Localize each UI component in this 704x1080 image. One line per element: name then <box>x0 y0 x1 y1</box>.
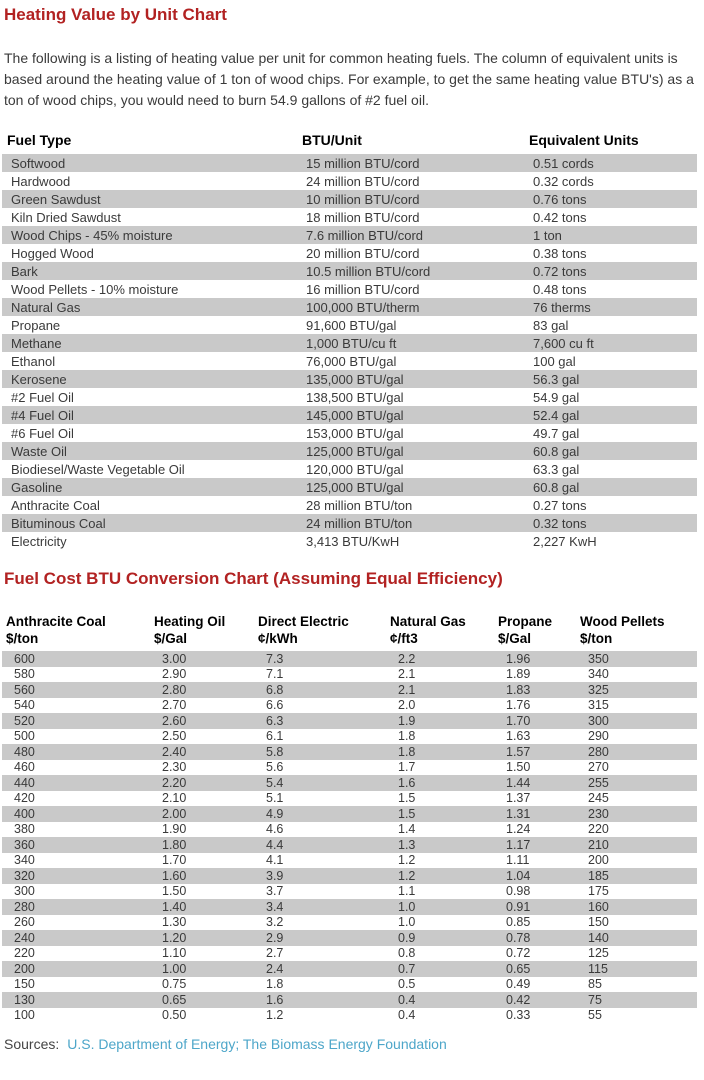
table-cell: 75 <box>588 992 602 1007</box>
table-cell: Anthracite Coal <box>11 497 100 513</box>
table-row <box>2 775 697 791</box>
table-cell: Methane <box>11 335 62 351</box>
table-cell: 0.32 cords <box>533 173 594 189</box>
table-cell: 1.17 <box>506 837 531 852</box>
table-cell: 1.50 <box>162 884 187 899</box>
table-cell: 1.24 <box>506 822 531 837</box>
table-cell: 3.7 <box>266 884 284 899</box>
table-cell: 2.4 <box>266 961 284 976</box>
table-cell: Bark <box>11 263 38 279</box>
table-cell: 2.9 <box>266 930 284 945</box>
table-cell: 1.50 <box>506 760 531 775</box>
table-cell: 460 <box>14 760 35 775</box>
table-cell: 83 gal <box>533 317 569 333</box>
table-cell: 270 <box>588 760 609 775</box>
table-cell: 1.9 <box>398 713 416 728</box>
table-cell: 7.1 <box>266 667 284 682</box>
table-cell: 7.6 million BTU/cord <box>306 227 424 243</box>
table-cell: 115 <box>588 961 608 976</box>
table-cell: 49.7 gal <box>533 425 580 441</box>
table-cell: 255 <box>588 775 609 790</box>
table-cell: 0.76 tons <box>533 191 587 207</box>
column-header-label: Heating Oil <box>154 614 226 629</box>
table-row <box>2 442 697 460</box>
page <box>0 5 704 1052</box>
table-cell: 5.8 <box>266 744 284 759</box>
table-cell: 300 <box>588 713 609 728</box>
table-row <box>2 334 697 352</box>
intro-paragraph: The following is a listing of heating value per unit for common heating fuels. The column of equivalent units is based around the heating value of 1 ton of wood chips. For example, to get the same heating value BTU's) as a ton of wood chips, you would need to burn 54.9 gallons of #2 fuel oil. <box>4 50 694 108</box>
table-cell: 2.90 <box>162 667 187 682</box>
table-cell: 0.27 tons <box>533 497 587 513</box>
table-cell: 290 <box>588 729 609 744</box>
table-cell: 125,000 BTU/gal <box>306 443 404 459</box>
table-cell: 420 <box>14 791 35 806</box>
column-header-natural-gas <box>386 613 494 651</box>
sources-label: Sources: <box>4 1036 60 1052</box>
table-cell: 315 <box>588 698 609 713</box>
table-row <box>2 791 697 807</box>
table-row <box>2 370 697 388</box>
table-cell: 138,500 BTU/gal <box>306 389 404 405</box>
source-link-biomass-energy-foundation[interactable]: The Biomass Energy Foundation <box>242 1036 447 1052</box>
table-row <box>2 262 697 280</box>
table-cell: 10 million BTU/cord <box>306 191 420 207</box>
table-cell: Biodiesel/Waste Vegetable Oil <box>11 461 185 477</box>
table-cell: 0.48 tons <box>533 281 587 297</box>
table-cell: 320 <box>14 868 35 883</box>
table-row <box>2 496 697 514</box>
column-header-btu-unit: BTU/Unit <box>302 132 362 148</box>
table-cell: 1.57 <box>506 744 531 759</box>
table-cell: 6.1 <box>266 729 284 744</box>
table-cell: 135,000 BTU/gal <box>306 371 404 387</box>
table-cell: 3.4 <box>266 899 284 914</box>
table-row <box>2 316 697 334</box>
table-cell: 0.5 <box>398 977 416 992</box>
table-cell: 5.1 <box>266 791 284 806</box>
table-cell: 0.50 <box>162 1008 187 1023</box>
table-cell: 150 <box>588 915 609 930</box>
heating-table-header-row <box>2 132 697 154</box>
table-cell: 18 million BTU/cord <box>306 209 420 225</box>
table-cell: 2.30 <box>162 760 187 775</box>
table-row <box>2 806 697 822</box>
table-cell: #2 Fuel Oil <box>11 389 74 405</box>
table-cell: 350 <box>588 651 609 666</box>
heating-value-table <box>2 132 697 550</box>
table-cell: 76,000 BTU/gal <box>306 353 397 369</box>
table-cell: 1.2 <box>398 868 416 883</box>
table-cell: Wood Pellets - 10% moisture <box>11 281 179 297</box>
table-cell: 1.31 <box>506 806 531 821</box>
table-cell: 1.70 <box>162 853 187 868</box>
table-cell: 56.3 gal <box>533 371 580 387</box>
table-cell: 0.4 <box>398 992 416 1007</box>
table-cell: 1.63 <box>506 729 531 744</box>
table-cell: 153,000 BTU/gal <box>306 425 404 441</box>
table-cell: 1.37 <box>506 791 531 806</box>
fuel-cost-table <box>2 613 697 1023</box>
column-header-unit: $/Gal <box>498 631 532 646</box>
table-cell: 360 <box>14 837 35 852</box>
table-cell: 0.9 <box>398 930 416 945</box>
column-header-label: Anthracite Coal <box>6 614 106 629</box>
table-cell: 380 <box>14 822 35 837</box>
section-title-fuel-cost: Fuel Cost BTU Conversion Chart (Assuming Equal Efficiency) <box>4 569 503 588</box>
table-cell: 1.0 <box>398 915 416 930</box>
column-header-label: Propane <box>498 614 553 629</box>
table-row <box>2 884 697 900</box>
table-cell: 60.8 gal <box>533 479 580 495</box>
table-cell: 2.10 <box>162 791 187 806</box>
table-cell: 1,000 BTU/cu ft <box>306 335 397 351</box>
sources-separator: ; <box>235 1036 240 1052</box>
table-row <box>2 853 697 869</box>
table-cell: 0.65 <box>506 961 531 976</box>
table-cell: Electricity <box>11 533 67 549</box>
table-cell: 4.1 <box>266 853 284 868</box>
table-cell: Bituminous Coal <box>11 515 106 531</box>
table-cell: Wood Chips - 45% moisture <box>11 227 173 243</box>
table-cell: 1.04 <box>506 868 531 883</box>
table-cell: 7.3 <box>266 651 284 666</box>
table-cell: #4 Fuel Oil <box>11 407 74 423</box>
table-cell: 3.00 <box>162 651 187 666</box>
table-cell: Hogged Wood <box>11 245 94 261</box>
table-cell: 1.3 <box>398 837 416 852</box>
table-cell: 280 <box>14 899 35 914</box>
table-cell: Propane <box>11 317 61 333</box>
table-cell: 540 <box>14 698 35 713</box>
table-cell: 400 <box>14 806 35 821</box>
table-row <box>2 514 697 532</box>
table-cell: 1.5 <box>398 806 416 821</box>
table-cell: 0.7 <box>398 961 416 976</box>
table-cell: 85 <box>588 977 602 992</box>
table-row <box>2 298 697 316</box>
table-cell: 125,000 BTU/gal <box>306 479 404 495</box>
table-cell: 0.4 <box>398 1008 416 1023</box>
table-cell: 0.33 <box>506 1008 531 1023</box>
table-cell: 2.7 <box>266 946 284 961</box>
table-cell: 1.1 <box>398 884 416 899</box>
table-cell: 560 <box>14 682 35 697</box>
table-cell: 1.76 <box>506 698 531 713</box>
table-cell: 220 <box>14 946 35 961</box>
table-row <box>2 837 697 853</box>
table-cell: 440 <box>14 775 35 790</box>
table-cell: 2.1 <box>398 667 416 682</box>
table-cell: 2.1 <box>398 682 416 697</box>
table-row <box>2 532 697 550</box>
table-row <box>2 154 697 172</box>
cost-table-header-row <box>2 613 697 651</box>
column-header-label: Wood Pellets <box>580 614 665 629</box>
table-cell: 55 <box>588 1008 602 1023</box>
table-cell: 1.10 <box>162 946 187 961</box>
table-cell: 7,600 cu ft <box>533 335 594 351</box>
table-row <box>2 667 697 683</box>
table-cell: 54.9 gal <box>533 389 580 405</box>
source-link-us-department-of-energy[interactable]: U.S. Department of Energy <box>67 1036 236 1052</box>
table-row <box>2 946 697 962</box>
table-cell: 185 <box>588 868 609 883</box>
table-cell: 6.8 <box>266 682 284 697</box>
table-cell: 63.3 gal <box>533 461 580 477</box>
table-cell: 500 <box>14 729 35 744</box>
table-cell: 280 <box>588 744 609 759</box>
table-row <box>2 713 697 729</box>
table-row <box>2 729 697 745</box>
table-cell: 600 <box>14 651 35 666</box>
table-cell: 3.9 <box>266 868 284 883</box>
table-cell: 0.65 <box>162 992 187 1007</box>
table-cell: 230 <box>588 806 609 821</box>
table-row <box>2 822 697 838</box>
column-header-heating-oil <box>150 613 254 651</box>
table-row <box>2 424 697 442</box>
table-cell: 2.20 <box>162 775 187 790</box>
table-cell: 140 <box>588 930 609 945</box>
table-cell: 24 million BTU/cord <box>306 173 420 189</box>
table-cell: 0.51 cords <box>533 155 594 171</box>
table-cell: 1.89 <box>506 667 531 682</box>
table-cell: 5.4 <box>266 775 284 790</box>
table-cell: 2.40 <box>162 744 187 759</box>
table-cell: 24 million BTU/ton <box>306 515 413 531</box>
table-row <box>2 208 697 226</box>
table-cell: 0.49 <box>506 977 531 992</box>
table-cell: 91,600 BTU/gal <box>306 317 397 333</box>
table-cell: 16 million BTU/cord <box>306 281 420 297</box>
table-cell: 580 <box>14 667 35 682</box>
table-cell: 1.8 <box>398 729 416 744</box>
table-row <box>2 930 697 946</box>
table-cell: 1.5 <box>398 791 416 806</box>
column-header-unit: ¢/kWh <box>258 631 298 646</box>
table-row <box>2 760 697 776</box>
table-row <box>2 172 697 190</box>
table-cell: 2,227 KwH <box>533 533 597 549</box>
table-cell: 100 gal <box>533 353 576 369</box>
table-cell: 0.91 <box>506 899 531 914</box>
table-cell: 4.9 <box>266 806 284 821</box>
column-header-fuel-type: Fuel Type <box>7 132 72 148</box>
table-cell: 0.85 <box>506 915 531 930</box>
table-row <box>2 1008 697 1024</box>
table-cell: 0.32 tons <box>533 515 587 531</box>
table-cell: 150 <box>14 977 35 992</box>
table-cell: 340 <box>588 667 609 682</box>
table-cell: 4.4 <box>266 837 284 852</box>
table-row <box>2 992 697 1008</box>
table-cell: 1 ton <box>533 227 562 243</box>
table-cell: Green Sawdust <box>11 191 101 207</box>
table-cell: 1.60 <box>162 868 187 883</box>
table-cell: 1.2 <box>398 853 416 868</box>
table-cell: 1.4 <box>398 822 416 837</box>
column-header-label: Natural Gas <box>390 614 466 629</box>
table-cell: 325 <box>588 682 609 697</box>
table-row <box>2 868 697 884</box>
table-cell: 300 <box>14 884 35 899</box>
table-row <box>2 478 697 496</box>
table-cell: 1.6 <box>266 992 284 1007</box>
table-cell: 245 <box>588 791 609 806</box>
table-cell: 100 <box>14 1008 35 1023</box>
table-cell: 2.70 <box>162 698 187 713</box>
table-cell: Gasoline <box>11 479 63 495</box>
table-cell: 130 <box>14 992 35 1007</box>
table-cell: 0.38 tons <box>533 245 587 261</box>
column-header-unit: $/ton <box>580 631 613 646</box>
table-cell: Ethanol <box>11 353 56 369</box>
table-row <box>2 651 697 667</box>
table-row <box>2 682 697 698</box>
table-cell: 260 <box>14 915 35 930</box>
column-header-unit: $/Gal <box>154 631 188 646</box>
table-cell: 0.42 <box>506 992 531 1007</box>
table-cell: 76 therms <box>533 299 591 315</box>
table-cell: 220 <box>588 822 609 837</box>
column-header-equivalent-units: Equivalent Units <box>529 132 639 148</box>
table-cell: 1.8 <box>266 977 284 992</box>
table-cell: 480 <box>14 744 35 759</box>
table-cell: 15 million BTU/cord <box>306 155 420 171</box>
table-cell: 52.4 gal <box>533 407 580 423</box>
table-cell: Softwood <box>11 155 66 171</box>
column-header-propane <box>494 613 576 651</box>
table-cell: 3.2 <box>266 915 284 930</box>
table-cell: 1.7 <box>398 760 416 775</box>
table-cell: 0.42 tons <box>533 209 587 225</box>
table-cell: 1.00 <box>162 961 187 976</box>
table-cell: 1.44 <box>506 775 531 790</box>
table-cell: 120,000 BTU/gal <box>306 461 404 477</box>
table-row <box>2 352 697 370</box>
table-cell: 0.8 <box>398 946 416 961</box>
column-header-unit: $/ton <box>6 631 39 646</box>
table-cell: Kerosene <box>11 371 67 387</box>
table-cell: 1.83 <box>506 682 531 697</box>
table-cell: 1.0 <box>398 899 416 914</box>
table-cell: 6.3 <box>266 713 284 728</box>
table-cell: 1.90 <box>162 822 187 837</box>
table-cell: 340 <box>14 853 35 868</box>
table-cell: Waste Oil <box>11 443 67 459</box>
table-cell: 1.96 <box>506 651 531 666</box>
sources-line <box>4 1036 704 1052</box>
table-cell: 0.98 <box>506 884 531 899</box>
table-cell: 200 <box>588 853 609 868</box>
table-row <box>2 190 697 208</box>
table-cell: 200 <box>14 961 35 976</box>
table-cell: 2.2 <box>398 651 416 666</box>
table-cell: 1.80 <box>162 837 187 852</box>
table-row <box>2 961 697 977</box>
table-row <box>2 915 697 931</box>
table-row <box>2 388 697 406</box>
table-cell: 240 <box>14 930 35 945</box>
table-cell: 2.00 <box>162 806 187 821</box>
table-cell: Natural Gas <box>11 299 81 315</box>
table-cell: Kiln Dried Sawdust <box>11 209 121 225</box>
table-cell: 1.30 <box>162 915 187 930</box>
table-cell: 1.8 <box>398 744 416 759</box>
table-cell: 4.6 <box>266 822 284 837</box>
table-cell: 0.78 <box>506 930 531 945</box>
table-cell: 1.40 <box>162 899 187 914</box>
table-cell: 2.50 <box>162 729 187 744</box>
table-cell: 0.72 tons <box>533 263 587 279</box>
table-cell: 10.5 million BTU/cord <box>306 263 431 279</box>
table-row <box>2 226 697 244</box>
table-cell: 5.6 <box>266 760 284 775</box>
table-row <box>2 244 697 262</box>
table-cell: 6.6 <box>266 698 284 713</box>
column-header-unit: ¢/ft3 <box>390 631 418 646</box>
table-cell: 60.8 gal <box>533 443 580 459</box>
table-row <box>2 977 697 993</box>
table-row <box>2 406 697 424</box>
table-cell: 28 million BTU/ton <box>306 497 413 513</box>
table-cell: 0.72 <box>506 946 531 961</box>
table-cell: 125 <box>588 946 609 961</box>
table-row <box>2 698 697 714</box>
table-cell: 2.0 <box>398 698 416 713</box>
table-cell: 175 <box>588 884 609 899</box>
table-cell: #6 Fuel Oil <box>11 425 74 441</box>
table-row <box>2 460 697 478</box>
table-cell: 2.60 <box>162 713 187 728</box>
table-row <box>2 280 697 298</box>
table-cell: 1.2 <box>266 1008 284 1023</box>
table-cell: 100,000 BTU/therm <box>306 299 420 315</box>
table-cell: 1.70 <box>506 713 531 728</box>
table-cell: 1.11 <box>506 853 530 868</box>
table-cell: 145,000 BTU/gal <box>306 407 404 423</box>
table-cell: 20 million BTU/cord <box>306 245 420 261</box>
page-title: Heating Value by Unit Chart <box>4 5 227 24</box>
column-header-anthracite-coal <box>2 613 150 651</box>
table-cell: 1.20 <box>162 930 187 945</box>
column-header-direct-electric <box>254 613 386 651</box>
table-cell: 1.6 <box>398 775 416 790</box>
table-cell: 3,413 BTU/KwH <box>306 533 400 549</box>
column-header-wood-pellets <box>576 613 697 651</box>
table-row <box>2 744 697 760</box>
table-cell: 160 <box>588 899 609 914</box>
table-cell: Hardwood <box>11 173 71 189</box>
table-cell: 2.80 <box>162 682 187 697</box>
table-row <box>2 899 697 915</box>
table-cell: 520 <box>14 713 35 728</box>
table-cell: 0.75 <box>162 977 187 992</box>
column-header-label: Direct Electric <box>258 614 349 629</box>
table-cell: 210 <box>588 837 609 852</box>
